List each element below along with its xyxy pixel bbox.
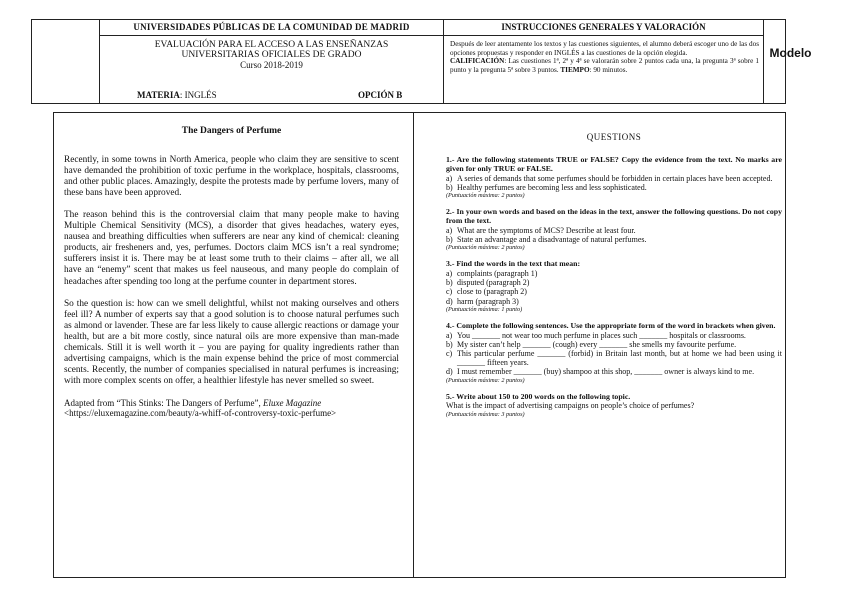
reading-text-column (64, 126, 399, 419)
option-label: OPCIÓN B (358, 90, 403, 100)
article-paragraph-1: Recently, in some towns in North America, people who claim they are sensitive to scent have demanded the prohibition of toxic perfume in the workplace, hospitals, classrooms, and other public places. Amazingly, despite the protests made by perfume lovers, many of these bans have been approved. (64, 155, 399, 199)
exam-header (31, 19, 812, 104)
time-text: : 90 minutos. (589, 66, 628, 75)
source-magazine: Eluxe Magazine (263, 397, 322, 408)
question-5 (446, 393, 782, 419)
question-4-item-c: c) This particular perfume _______ (forbid) in Britain last month, but at home we had been using it _______ fifteen years. (446, 349, 782, 368)
question-2 (446, 208, 782, 252)
grading-label: CALIFICACIÓN (450, 57, 505, 66)
question-3-score: (Puntuación máxima: 1 punto) (446, 305, 523, 313)
question-1 (446, 156, 782, 200)
time-label: TIEMPO (560, 66, 590, 75)
questions-column (446, 133, 782, 427)
question-3-item-a: a) complaints (paragraph 1) (446, 269, 538, 278)
source-prefix: Adapted from “This Stinks: The Dangers of Perfume”, (64, 397, 264, 408)
exam-title-line1: EVALUACIÓN PARA EL ACCESO A LAS ENSEÑANZAS (154, 40, 389, 50)
university-title: UNIVERSIDADES PÚBLICAS DE LA COMUNIDAD DE MADRID (133, 22, 410, 32)
question-1-score: (Puntuación máxima: 2 puntos) (446, 192, 525, 200)
grading-text: : Las cuestiones 1ª, 2ª y 4ª se valorarán sobre 2 puntos cada una, la pregunta 3ª sobre 1 punto y la pregunta 5ª sobre 3 puntos. (450, 57, 759, 75)
divider (100, 35, 443, 36)
question-1-item-b: b) Healthy perfumes are becoming less and less sophisticated. (446, 183, 647, 192)
model-label: Modelo (769, 46, 812, 60)
question-4 (446, 322, 782, 385)
divider (444, 35, 763, 36)
question-2-item-b: b) State an advantage and a disadvantage of natural perfumes. (446, 235, 647, 244)
article-paragraph-3: So the question is: how can we smell delightful, whilst not making ourselves and others feel ill? A number of experts say that a good solution is to choose natural perfumes such as almond or lavender. These are far less likely to cause allergic reactions or damage your health, but are a bit more costly, since natural oils are more expensive than man-made chemicals. Still it is well worth it – you are paying for quality ingredients rather than advertising campaigns, which is the main expense behind the price of most commercial scents. Recently, the number of companies specialised in natural perfumes is increasing; with more complex scents on offer, a healthier lifestyle has never smelled so sweet. (64, 298, 399, 386)
header-instructions-cell (444, 20, 764, 103)
header-model-cell (764, 20, 817, 103)
question-4-prompt: 4.- Complete the following sentences. Use the appropriate form of the word in brackets when given. (446, 320, 776, 330)
header-blank-cell (32, 20, 100, 103)
source-url: <https://eluxemagazine.com/beauty/a-whiff-of-controversy-toxic-perfume> (64, 408, 337, 419)
question-3-item-c: c) close to (paragraph 2) (446, 287, 527, 297)
question-4-item-d: d) I must remember _______ (buy) shampoo at this shop, _______ owner is always kind to me. (446, 367, 755, 377)
question-5-topic: What is the impact of advertising campaigns on people’s choice of perfumes? (446, 401, 695, 411)
instructions-text: Después de leer atentamente los textos y las cuestiones siguientes, el alumno deberá escoger uno de las dos opciones propuestas y responder en INGLÉS a las cuestiones de la opción elegida. CALIFICACIÓN: Las cuestiones 1ª, 2ª y 4ª se valorarán sobre 2 puntos cada una, la pregunta 3ª sobre 1 punto y la pregunta 5ª sobre 3 puntos. TIEMPO: 90 minutos. (450, 40, 759, 75)
header-university-cell (100, 20, 444, 103)
question-3-prompt: 3.- Find the words in the text that mean: (446, 259, 581, 269)
subject-label: MATERIA: INGLÉS (137, 90, 217, 100)
exam-title-line2: UNIVERSITARIAS OFICIALES DE GRADO (181, 50, 362, 60)
column-divider (413, 113, 414, 577)
question-3 (446, 260, 782, 314)
question-5-prompt: 5.- Write about 150 to 200 words on the following topic. (446, 391, 631, 401)
question-2-prompt: 2.- In your own words and based on the ideas in the text, answer the following questions. Do not copy from the text. (446, 207, 782, 225)
question-4-item-a: a) You _______ not wear too much perfume in places such _______ hospitals or classrooms. (446, 330, 746, 340)
question-1-item-a: a) A series of demands that some perfumes should be forbidden in certain places have been accepted. (446, 173, 773, 183)
instructions-title: INSTRUCCIONES GENERALES Y VALORACIÓN (501, 22, 706, 32)
question-3-item-d: d) harm (paragraph 3) (446, 296, 519, 306)
question-5-score: (Puntuación máxima: 3 puntos) (446, 410, 525, 418)
questions-heading: QUESTIONS (586, 132, 642, 142)
question-4-score: (Puntuación máxima: 2 puntos) (446, 376, 525, 384)
question-4-item-b: b) My sister can’t help _______ (cough) every _______ she smells my favourite perfume. (446, 339, 737, 349)
question-1-prompt: 1.- Are the following statements TRUE or FALSE? Copy the evidence from the text. No marks are given for only TRUE or FALSE. (446, 155, 782, 173)
question-2-item-a: a) What are the symptoms of MCS? Describe at least four. (446, 225, 636, 235)
question-3-item-b: b) disputed (paragraph 2) (446, 278, 530, 288)
article-paragraph-2: The reason behind this is the controversial claim that many people make to having Multiple Chemical Sensitivity (MCS), a disorder that gives headaches, watery eyes, nausea and breathing difficulties when sufferers are near any kind of chemical: cleaning products, air fresheners and, yes, perfumes. Doctors claim MCS isn’t a real syndrome; sufferers insist it is. There may be at least some truth to their claims – after all, we all have an “enemy” scent that makes us feel nauseous, and many people do complain of headaches after spending too long at the perfume counter in department stores. (64, 210, 399, 287)
question-2-score: (Puntuación máxima: 2 puntos) (446, 244, 525, 252)
article-source (64, 398, 399, 419)
course-year: Curso 2018-2019 (240, 60, 303, 70)
subject-value: : INGLÉS (179, 90, 217, 100)
article-title: The Dangers of Perfume (181, 126, 282, 136)
exam-body (53, 112, 786, 578)
